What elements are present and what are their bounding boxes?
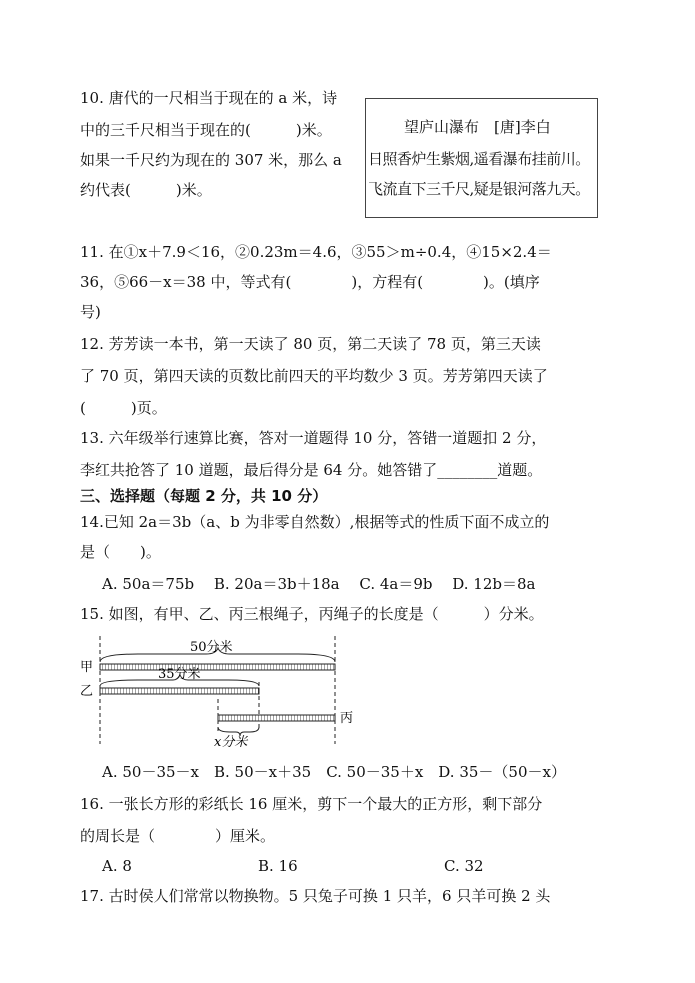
q16-line-1: 16. 一张长方形的彩纸长 16 厘米，剪下一个最大的正方形，剩下部分 [80, 795, 543, 813]
q16-option-a: A. 8 [102, 857, 132, 875]
q14-line-1: 14.已知 2a＝3b（a、b 为非零自然数）,根据等式的性质下面不成立的 [80, 513, 550, 531]
rope-diagram [78, 634, 368, 749]
q10-line-4: 约代表( )米。 [80, 181, 212, 199]
q14-line-2: 是（ )。 [80, 543, 161, 561]
label-bing: 丙 [340, 711, 354, 726]
label-jia: 甲 [80, 660, 94, 675]
q11-line-2: 36，⑤66－x＝38 中，等式有( )，方程有( )。(填序 [80, 273, 540, 291]
q17-line-1: 17. 古时侯人们常常以物换物。5 只兔子可换 1 只羊，6 只羊可换 2 头 [80, 887, 551, 905]
rope-bing [218, 715, 335, 721]
poem-line-2: 飞流直下三千尺,疑是银河落九天。 [368, 180, 590, 198]
poem-title: 望庐山瀑布 [唐]李白 [404, 118, 551, 136]
q15-options: A. 50－35－x B. 50－x＋35 C. 50－35＋x D. 35－（50－x） [102, 763, 566, 781]
label-50: 50分米 [190, 640, 233, 655]
rope-jia [100, 664, 335, 670]
poem-line-1: 日照香炉生紫烟,遥看瀑布挂前川。 [368, 150, 590, 168]
q12-line-1: 12. 芳芳读一本书，第一天读了 80 页，第二天读了 78 页，第三天读 [80, 335, 541, 353]
q10-line-3: 如果一千尺约为现在的 307 米，那么 a [80, 151, 342, 169]
label-yi: 乙 [80, 684, 94, 699]
q13-line-1: 13. 六年级举行速算比赛，答对一道题得 10 分，答错一道题扣 2 分， [80, 429, 547, 447]
q11-line-1: 11. 在①x＋7.9＜16，②0.23m＝4.6，③55＞m÷0.4，④15×2.4＝ [80, 243, 552, 261]
q16-option-c: C. 32 [444, 857, 484, 875]
label-x: x分米 [214, 735, 248, 749]
q16-line-2: 的周长是（ ）厘米。 [80, 827, 276, 845]
q16-option-b: B. 16 [258, 857, 298, 875]
section-heading: 三、选择题（每题 2 分，共 10 分） [80, 487, 328, 505]
q13-line-2: 李红共抢答了 10 道题，最后得分是 64 分。她答错了________道题。 [80, 461, 543, 479]
q11-line-3: 号) [80, 303, 101, 321]
q12-line-2: 了 70 页，第四天读的页数比前四天的平均数少 3 页。芳芳第四天读了 [80, 367, 548, 385]
q10-line-1: 10. 唐代的一尺相当于现在的 a 米，诗 [80, 89, 338, 107]
rope-yi [100, 688, 259, 694]
poem-box [365, 98, 598, 218]
q10-line-2: 中的三千尺相当于现在的( )米。 [80, 121, 332, 139]
q12-line-3: ( )页。 [80, 399, 167, 417]
q15-line: 15. 如图，有甲、乙、丙三根绳子，丙绳子的长度是（ ）分米。 [80, 605, 544, 623]
q14-options: A. 50a＝75b B. 20a＝3b＋18a C. 4a＝9b D. 12b＝8a [102, 575, 536, 593]
label-35: 35分米 [158, 667, 201, 682]
